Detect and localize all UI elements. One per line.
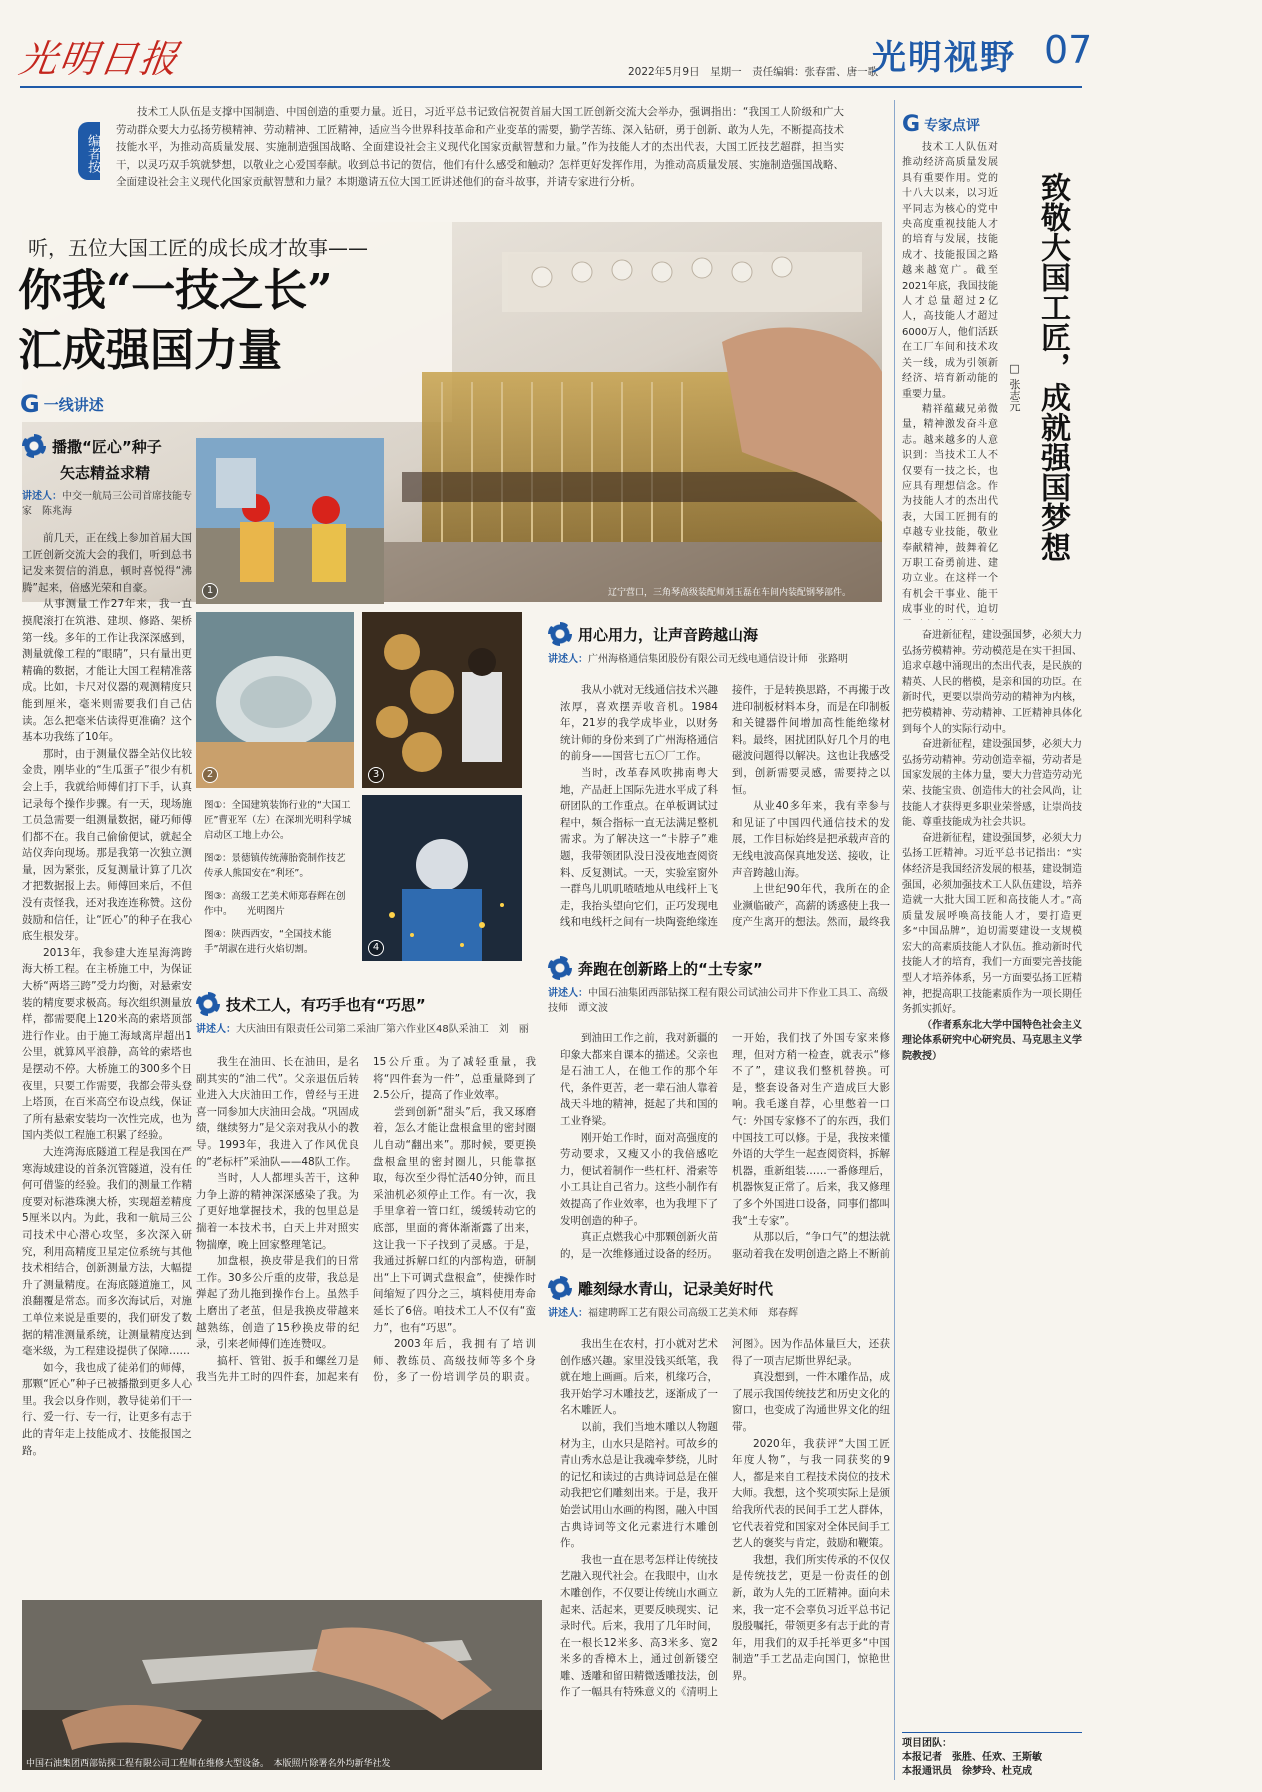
lead-kicker: 听，五位大国工匠的成长成才故事—— — [28, 236, 368, 260]
story-1-body: 前几天，正在线上参加首届大国工匠创新交流大会的我们，听到总书记发来贺信的消息，顿时喜悦得“沸腾”起来，倍感光荣和自豪。 从事测量工作27年来，我一直摸爬滚打在筑港、建坝、修路、架桥第一线。多年的工作让我深深感到，测量就像工程的“眼睛”，只有量出更精确的数据，才能让大国工程精准落成。比如，卡尺对仪器的观测精度只能到厘米，毫米则需要我们自己估读。怎么把毫米估读得更准确？这个基本功我练了10年。 那时，由于测量仪器全站仪比较金贵，刚毕业的“生瓜蛋子”很少有机会上手，我就给师傅们打下手，认真记录每个操作步骤。有一天，现场施工员急需要一组测量数据，碰巧师傅们都不在。我自己偷偷便试，就起全站仪奔向现场。那是我第一次独立测量，因为紧张，反复测量计算了几次才把数据报上去。师傅回来后，不但没有责怪我，还对我连连称赞。这份鼓励和信任，让“匠心”的种子在我心底生根发芽。 2013年，我参建大连星海湾跨海大桥工程。在主桥施工中，为保证大桥“两塔三跨”受力均衡，对悬索安装的精度要求极高。每次组织测量放样，都需要爬上120米高的索塔顶部进行作业。由于施工海域离岸超出1公里，就算风平浪静，高耸的索塔也是摆动不停。大桥施工的300多个日夜里，只要工作需要，我都会带头登上塔顶，在百米高空布设点线，保证了所有悬索安装均一次性完成，也为国内类似工程施工积累了经验。 大连湾海底隧道工程是我国在严寒海域建设的首条沉管隧道，没有任何可借鉴的经验。我们的测量工作精度要对标港珠澳大桥，实现超差精度5厘米以内。为此，我和一航局三公司技术中心潜心攻坚，多次深入研究，利用高精度卫星定位系统与其他技术相结合，创新测量方法，大幅提升了测量精度。在海底隧道施工，风浪翻覆是常态。而多次海试后，对施工单位来说是重要的，我们研发了数据的精准测量系统，让测量精度达到毫米级，为工程建设提供了保障…… 如今，我也成了徒弟们的师傅，那颗“匠心”种子已被播撒到更多人心里。我会以身作则，教导徒弟们干一行、爱一行、专一行，让更多有志于此的青年走上技能成才、技能报国之路。 — [22, 532, 192, 1457]
story-3-speaker: 讲述人：广州海格通信集团股份有限公司无线电通信设计师 张路明 — [548, 654, 848, 665]
photo-number-3: 3 — [368, 767, 384, 783]
story-4-speaker: 讲述人：中国石油集团西部钻探工程有限公司试油公司井下作业工具工、高级技师 谭文波 — [548, 988, 888, 1014]
masthead-logo: 光明日报 — [16, 37, 183, 81]
gear-icon — [22, 434, 46, 458]
story-4-header — [548, 956, 890, 1016]
gear-icon — [548, 622, 572, 646]
story-2-speaker: 讲述人：大庆油田有限责任公司第二采油厂第六作业区48队采油工 刘 丽 — [196, 1024, 529, 1035]
caption-photo-1: 图①：全国建筑装饰行业的“大国工匠”曹亚军（左）在深圳光明科学城启动区工地上办公。 — [204, 800, 352, 841]
photo-number-2: 2 — [202, 767, 218, 783]
story-1-speaker: 讲述人：中交一航局三公司首席技能专家 陈兆海 — [22, 491, 192, 517]
commentary-author: □ 张志元 — [1008, 362, 1021, 412]
caption-photo-3: 图③：高级工艺美术师郑春辉在创作中。 光明图片 — [204, 891, 346, 917]
photo-4-welding — [362, 795, 522, 961]
story-5-body: 我出生在农村，打小就对艺术创作感兴趣。家里没钱买纸笔，我就在地上画画。后来，机缘巧合，我开始学习木雕技艺，逐渐成了一名木雕匠人。 以前，我们当地木雕以人物题材为主，山水只是陪衬。可故乡的青山秀水总是让我魂牵梦绕，儿时的记忆和读过的古典诗词总是在催动我把它们雕刻出来。于是，我开始尝试用山水画的构图，融入中国古典诗词等文化元素进行木雕创作。 我也一直在思考怎样让传统技艺融入现代社会。在我眼中，山水木雕创作，不仅要让传统山水画立起来、活起来，更要反映现实、记录时代。后来，我用了几年时间，在一根长12米多、高3米多、宽2米多的香樟木上，通过创新镂空雕、透雕和留田精微透雕技法，创作了一幅具有特殊意义的《清明上河图》。因为作品体量巨大，还获得了一项吉尼斯世界纪录。 真没想到，一件木雕作品，成了展示我国传统技艺和历史文化的窗口，也变成了沟通世界文化的纽带。 2020年，我获评“大国工匠年度人物”，与我一同获奖的9人，都是来自工程技术岗位的技术大师。我想，这个奖项实际上是颁给我所代表的民间手工艺人群体，它代表着党和国家对全体民间手工艺人的褒奖与肯定，鼓励和鞭策。 我想，我们所实传承的不仅仅是传统技艺，更是一份责任的创新，敢为人先的工匠精神。面向未来，我一定不会辜负习近平总书记殷殷嘱托，带领更多有志于此的青年，用我们的双手托举更多“中国制造”手工艺品走向国门，惊艳世界。 — [560, 1338, 890, 1699]
story-2-body: 我生在油田、长在油田，是名副其实的“油二代”。父亲退伍后转业进入大庆油田工作，曾经与王进喜一同参加大庆油田会战。“巩固成绩，继续努力”是父亲对我从小的教导。1993年，我进入了作风优良的“老标杆”采油队——48队工作。 当时，人人都埋头苦干，这种力争上游的精神深深感染了我。为了更好地掌握技术，我的包里总是揣着一本技术书，白天上井对照实物揣摩，晚上回家整理笔记。 加盘根，换皮带是我们的日常工作。30多公斤重的皮带，我总是弹起了劲儿拖到操作台上。虽然手上磨出了老茧，但是我换皮带越来越熟练，创造了15秒换皮带的纪录，引来老师傅们连连赞叹。 搞杆、管钳、扳手和螺丝刀是我当先井工时的四件套，加起来有15公斤重。为了减轻重量，我将“四件套为一件”，总重量降到了2.5公斤，提高了作业效率。 尝到创新“甜头”后，我又琢磨着，怎么才能让盘根盒里的密封圈儿自动“翻出来”。那时候，要更换盘根盒里的密封圈儿，只能靠抠取，每次至少得忙活40分钟，而且采油机必须停止工作。有一次，我手里拿着一管口红，缓缓转动它的底部，里面的膏体渐渐露了出来，这让我一下子找到了灵感。于是，我通过拆解口红的内部构造，研制出“上下可调式盘根盒”，使操作时间缩短了四分之三，填料使用寿命延长了6倍。咱技术工人不仅有“蛮力”，也有“巧思”。 2003年后，我拥有了培训师、教练员、高级技师等多个身份，多了一份培训学员的职责。 — [196, 1056, 536, 1384]
commentary-label: G 专家点评 — [902, 112, 981, 137]
story-5-speaker: 讲述人：福建聘晖工艺有限公司高级工艺美术师 郑春辉 — [548, 1308, 798, 1319]
date-line: 2022年5月9日 星期一 责任编辑：张春雷、唐一歌 — [628, 66, 879, 78]
story-4-title: 奔跑在创新路上的“土专家” — [578, 959, 763, 978]
story-3-header — [548, 622, 890, 667]
commentary-body: 奋进新征程，建设强国梦，必须大力弘扬劳模精神。劳动模范是在实干担国、追求卓越中涌现出的杰出代表，是民族的精英、人民的楷模，是亲和国的功臣。在新时代，更要以崇尚劳动的精神为内核，把劳模精神、劳动精神、工匠精神具体化到每个人的实际行动中。 奋进新征程，建设强国梦，必须大力弘扬劳动精神。劳动创造幸福，劳动者是国家发展的主体力量，要大力营造劳动光荣、技能宝贵、创造伟大的社会风尚，让技能人才获得更多职业荣誉感，让崇尚技能、尊重技能成为社会共识。 奋进新征程，建设强国梦，必须大力弘扬工匠精神。习近平总书记指出：“实体经济是我国经济发展的根基，建设制造强国，必须加强技术工人队伍建设，培养造就一大批大国工匠和高技能人才。”高质量发展呼唤高技能人才，要打造更多“中国品牌”，迫切需要建设一支规模宏大的高素质技能人才队伍。推动新时代技能人才的培育，我们一方面要完善技能型人才培养体系，另一方面要弘扬工匠精神，把提高职工技能素质作为一项长期任务抓实抓好。 （作者系东北大学中国特色社会主义理论体系研究中心研究员、马克思主义学院教授） — [902, 630, 1082, 1063]
story-4-body: 到油田工作之前，我对新疆的印象大都来自课本的描述。父亲也是石油工人，在他工作的那个年代，条件更苦，老一辈石油人靠着战天斗地的精神，挺起了共和国的工业脊梁。 刚开始工作时，面对高强度的劳动要求，又瘦又小的我倍感吃力，便试着制作一些杠杆、滑索等小工具让自己省力。这些小制作有效提高了作业效率，也为我埋下了发明创造的种子。 真正点燃我心中那颗创新火苗的，是一次维修通过设备的经历。一开始，我们找了外国专家来修理，但对方稍一检查，就表示“修不了”，建议我们整机替换。可是，整套设备对生产造成巨大影响。我毛遂自荐，心里憋着一口气：外国专家修不了的东西，我们中国技工可以修。于是，我按来懂外语的大学生一起查阅资料，拆解机器，重新组装……一番修理后，机器恢复正常了。后来，我又修理了多个外国进口设备，同事们都叫我“土专家”。 从那以后，“争口气”的想法就驱动着我在发明创造之路上不断前 — [560, 1032, 890, 1260]
story-5-title: 雕刻绿水青山，记录美好时代 — [578, 1279, 774, 1298]
g-logo-icon: G — [902, 112, 921, 137]
photo-captions-block — [204, 798, 354, 957]
caliper-repair-photo — [22, 1600, 542, 1770]
story-1-header — [22, 434, 192, 519]
lead-title-line2: 汇成强国力量 — [18, 325, 282, 376]
photo-3-woodcarving — [362, 612, 522, 788]
bottom-photo-caption: 中国石油集团西部钻探工程有限公司工程师在维修大型设备。 本版照片除署名外均新华社发 — [26, 1759, 391, 1769]
story-3-title: 用心用力，让声音跨越山海 — [578, 625, 759, 644]
section-title: 光明视野 — [872, 38, 1016, 78]
g-logo-icon: G — [20, 390, 40, 418]
page-number: 07 — [1044, 28, 1093, 72]
gear-icon — [196, 992, 220, 1016]
story-2-header — [196, 992, 536, 1037]
photo-number-4: 4 — [368, 940, 384, 956]
caption-photo-2: 图②：景德镇传统薄胎瓷制作技艺传承人熊国安在“利坯”。 — [204, 853, 346, 879]
column-label: G 一线讲述 — [20, 390, 104, 418]
photo-1-construction — [196, 438, 384, 604]
lead-title-line1: 你我“一技之长” — [18, 265, 333, 316]
gear-icon — [548, 1276, 572, 1300]
story-2-title: 技术工人，有巧手也有“巧思” — [226, 995, 426, 1014]
caption-photo-4: 图④：陕西西安，“全国技术能手”胡淑在进行火焰切割。 — [204, 929, 332, 955]
column-divider — [894, 100, 895, 1780]
photo-number-1: 1 — [202, 583, 218, 599]
editor-note-text: 技术工人队伍是支撑中国制造、中国创造的重要力量。近日，习近平总书记致信祝贺首届大国工匠创新交流大会举办，强调指出：“我国工人阶级和广大劳动群众要大力弘扬劳模精神、劳动精神、工匠精神，适应当今世界科技革命和产业变革的需要，勤学苦练、深入钻研，勇于创新、敢为人先，不断提高技术技能水平，为推动高质量发展、实施制造强国战略、全面建设社会主义现代化国家贡献智慧和力量。”作为技能人才的杰出代表，大国工匠技艺超群，担当实干，以灵巧双手筑就梦想，以敬业之心爱国奉献。收到总书记的贺信，他们有什么感受和触动？怎样更好发挥作用，为推动高质量发展、实施制造强国战略、全面建设社会主义现代化国家贡献智慧和力量？本期邀请五位大国工匠讲述他们的奋斗故事，并请专家进行分析。 — [116, 106, 844, 189]
story-3-body: 我从小就对无线通信技术兴趣浓厚，喜欢摆弄收音机。1984年，21岁的我学成毕业，以财务统计师的身份来到了广州海格通信的前身——国营七五〇厂工作。 当时，改革春风吹拂南粤大地，产品赶上国际先进水平成了科研团队的工作重点。在单板调试过程中，频合指标一直无法满足整机需求。为了解决这一“卡脖子”难题，我带领团队没日没夜地查阅资料、反复测试。一天，实验室窗外一群鸟儿叽叽喳喳地从电线杆上飞走，我抬头望向它们，正巧发现电线和电线杆之间有一块陶瓷绝缘连接件，于是转换思路，不再搬于改进印制板材料本身，而是在印制板和关键器件间增加高性能绝缘材料。最终，困扰团队好几个月的电磁波问题得以解决。这也让我感受到，创新需要灵感，需要持之以恒。 从业40多年来，我有幸参与和见证了中国四代通信技术的发展，工作目标始终是把承载声音的无线电波高保真地发送、接收，让声音跨越山海。 上世纪90年代，我所在的企业濒临破产，高薪的诱惑使上我一度产生离开的想法。然而，最终我 — [560, 684, 890, 929]
commentary-body-top: 技术工人队伍对推动经济高质量发展具有重要作用。党的十八大以来，以习近平同志为核心的党中央高度重视技能人才的培育与发展，技能成才、技能报国之路越来越宽广。截至2021年底，我国技能人才总量超过2亿人，高技能人才超过6000万人，他们活跃在工厂车间和技术攻关一线，成为引领新经济、培育新动能的重要力量。 精祥蕴藏兄弟微量，精神激发奋斗意志。越来越多的人意识到：当技术工人不仅要有一技之长，也应具有理想信念。作为技能人才的杰出代表，大国工匠拥有的卓越专业技能，敬业奉献精神，鼓舞着亿万职工奋勇前进、建功立业。在这样一个有机会干事业、能干成事业的时代，迫切 — [902, 142, 998, 616]
story-5-header — [548, 1276, 890, 1321]
story-1-title-line2: 矢志精益求精 — [60, 464, 151, 482]
gear-icon — [548, 956, 572, 980]
header-rule — [20, 86, 1082, 88]
editor-note-tag: 编者按 — [78, 122, 100, 180]
photo-2-porcelain — [196, 612, 354, 788]
story-1-title-line1: 播撒“匠心”种子 — [52, 437, 162, 456]
project-team: 项目团队： 本报记者 张胜、任欢、王斯敏 本报通讯员 徐梦玲、杜克成 — [902, 1732, 1082, 1779]
commentary-title: 致敬大国工匠，成就强国梦想 — [1035, 172, 1070, 562]
main-photo-caption: 辽宁营口，三角琴高级装配师刘玉磊在车间内装配钢琴部件。 — [608, 588, 852, 598]
